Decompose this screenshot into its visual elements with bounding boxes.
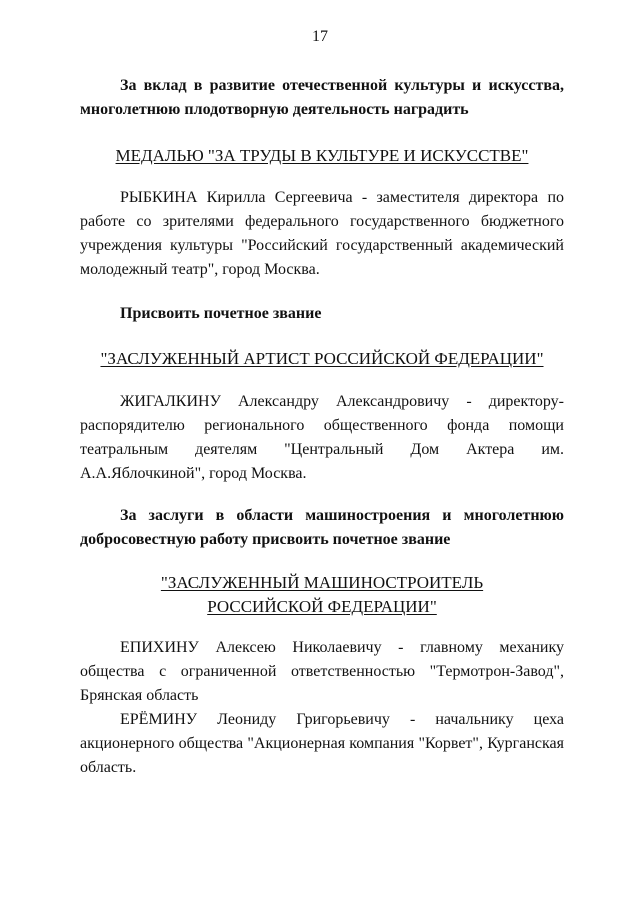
section3-award-title-line2: РОССИЙСКОЙ ФЕДЕРАЦИИ" xyxy=(207,597,437,616)
section2-award-wrap xyxy=(80,347,564,371)
section3-award-title-line1: "ЗАСЛУЖЕННЫЙ МАШИНОСТРОИТЕЛЬ xyxy=(160,573,484,592)
page-number: 17 xyxy=(312,28,328,45)
section3-award-wrap xyxy=(80,571,564,619)
section3-recipient-2: ЕРЁМИНУ Леониду Григорьевичу - начальнику цеха акционерного общества "Акционерная компания "Корвет", Курганская область. xyxy=(80,711,564,776)
section1-award-wrap xyxy=(80,144,564,168)
section2-award-title: "ЗАСЛУЖЕННЫЙ АРТИСТ РОССИЙСКОЙ ФЕДЕРАЦИИ" xyxy=(100,349,544,368)
section1-intro: За вклад в развитие отечественной культуры и искусства, многолетнюю плодотворную деятельность наградить xyxy=(80,77,564,118)
section3-intro: За заслуги в области машиностроения и многолетнюю добросовестную работу присвоить почетное звание xyxy=(80,507,564,548)
section2-intro: Присвоить почетное звание xyxy=(120,305,322,322)
section1-award-title: МЕДАЛЬЮ "ЗА ТРУДЫ В КУЛЬТУРЕ И ИСКУССТВЕ" xyxy=(115,146,529,165)
section1-recipient: РЫБКИНА Кирилла Сергеевича - заместителя директора по работе со зрителями федерального государственного бюджетного учреждения культуры "Российский государственный академический молодежный театр", город Москва. xyxy=(80,189,564,278)
section2-recipient: ЖИГАЛКИНУ Александру Александровичу - директору-распорядителю регионального общественного фонда помощи театральным деятелям "Центральный Дом Актера им. А.А.Яблочкиной", город Москва. xyxy=(80,393,564,482)
section3-recipient-1: ЕПИХИНУ Алексею Николаевичу - главному механику общества с ограниченной ответственностью "Термотрон-Завод", Брянская область xyxy=(80,639,564,704)
